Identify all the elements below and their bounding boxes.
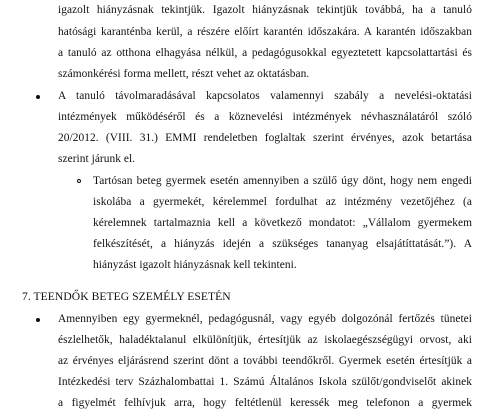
- text-line: észlelhetők, haladéktalanul elkülönítjük, értesítjük az iskolaegészségügyi orvost, aki: [58, 334, 472, 346]
- text-line: intézmények működéséről és a köznevelési intézmények névhasználatáról szóló: [58, 111, 472, 123]
- text-line: hiányzást igazolt hiányzásnak kell tekinteni.: [93, 259, 297, 271]
- text-line: Intézkedési terv Százhalombattai 1. Számú Általános Iskola szülőt/gondviselőt akinek: [58, 376, 472, 388]
- text-line: iskolába a gyermekét, kérelemmel fordulhat az intézmény vezetőjéhez (a: [93, 196, 472, 208]
- text-line: hatósági karanténba kerül, a részére előírt karantén időszakára. A karantén időszakban: [58, 26, 472, 38]
- text-line: Tartósan beteg gyermek esetén amennyiben a szülő úgy dönt, hogy nem engedi: [93, 175, 472, 187]
- text-line: a tanuló az otthona elhagyása nélkül, a pedagógusokkal egyeztetett kapcsolattartási és: [58, 47, 472, 59]
- section-heading: 7. TEENDŐK BETEG SZEMÉLY ESETÉN: [22, 290, 231, 303]
- text-line: kérelemnek tartalmaznia kell a következő mondatot: „Vállalom gyermekem: [93, 217, 472, 229]
- text-line: szerint járunk el.: [58, 153, 136, 165]
- text-line: 20/2012. (VIII. 31.) EMMI rendeletben foglaltak szerint érvényes, azok betartása: [58, 132, 472, 144]
- text-line: Amennyiben egy gyermeknél, pedagógusnál, vagy egyéb dolgozónál fertőzés tünetei: [58, 313, 472, 325]
- text-line: felkészítését, a hiányzás idején a szükséges tananyag elsajátíttatását.”). A: [93, 238, 472, 250]
- text-line: számonkérési forma mellett, részt vehet az oktatásban.: [58, 68, 310, 80]
- circle-bullet-icon: [77, 179, 81, 183]
- text-line: a figyelmét felhívjuk arra, hogy feltétlenül keressék meg telefonon a gyermek: [58, 397, 472, 409]
- text-line: igazolt hiányzásnak tekintjük. Igazolt hiányzásnak tekintjük továbbá, ha a tanuló: [58, 4, 472, 16]
- bullet-icon: [36, 95, 40, 99]
- text-line: A tanuló távolmaradásával kapcsolatos valamennyi szabály a nevelési-oktatási: [58, 90, 472, 102]
- text-line: az érvényes eljárásrend szerint dönt a további teendőkről. Gyermek esetén értesítjük a: [58, 355, 472, 367]
- bullet-icon: [36, 318, 40, 322]
